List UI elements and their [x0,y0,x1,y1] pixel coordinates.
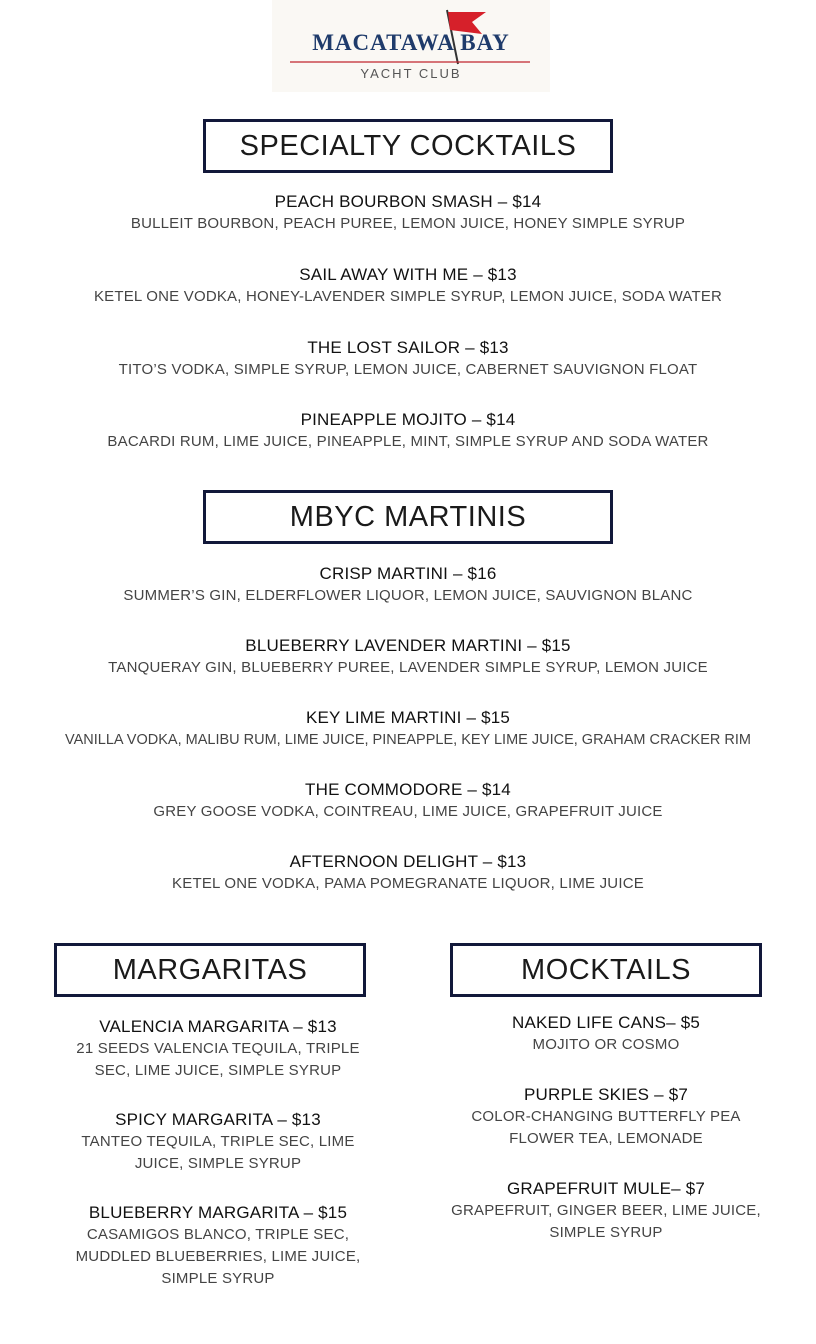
item-description: TANQUERAY GIN, BLUEBERRY PUREE, LAVENDER SIMPLE SYRUP, LEMON JUICE [108,659,708,676]
item-description: SUMMER’S GIN, ELDERFLOWER LIQUOR, LEMON JUICE, SAUVIGNON BLANC [123,587,693,604]
menu-item [0,778,816,823]
item-name: BLUEBERRY MARGARITA – $15 [88,1203,348,1222]
item-description-line: FLOWER TEA, LEMONADE [509,1130,703,1147]
item-name: SPICY MARGARITA – $13 [115,1110,321,1129]
item-name: PURPLE SKIES – $7 [523,1085,689,1104]
item-description: VANILLA VODKA, MALIBU RUM, LIME JUICE, PINEAPPLE, KEY LIME JUICE, GRAHAM CRACKER RIM [65,732,751,748]
item-name: VALENCIA MARGARITA – $13 [99,1017,337,1036]
item-description-line: SIMPLE SYRUP [549,1224,663,1241]
item-name: THE COMMODORE – $14 [305,780,511,799]
item-description-line: COLOR-CHANGING BUTTERFLY PEA [471,1108,741,1125]
menu-item [0,634,816,679]
menu-item [406,1177,806,1244]
item-description-line: GRAPEFRUIT, GINGER BEER, LIME JUICE, [451,1202,761,1219]
item-description: GREY GOOSE VODKA, COINTREAU, LIME JUICE, GRAPEFRUIT JUICE [153,803,663,820]
menu-item [20,1108,416,1175]
section-header-martinis: MBYC MARTINIS [203,490,613,544]
menu-item [0,190,816,235]
item-description-line: TANTEO TEQUILA, TRIPLE SEC, LIME [81,1133,355,1150]
item-description-line: SIMPLE SYRUP [161,1270,275,1287]
logo-name: MACATAWA BAY [312,30,510,55]
item-name: NAKED LIFE CANS– $5 [511,1013,701,1032]
club-logo [272,0,550,92]
menu-item [0,562,816,607]
menu-item [406,1083,806,1150]
menu-item [0,263,816,308]
section-header-margaritas: MARGARITAS [54,943,366,997]
item-description: KETEL ONE VODKA, PAMA POMEGRANATE LIQUOR, LIME JUICE [172,875,644,892]
item-name: SAIL AWAY WITH ME – $13 [299,265,517,284]
section-header-mocktails: MOCKTAILS [450,943,762,997]
item-description: TITO’S VODKA, SIMPLE SYRUP, LEMON JUICE, CABERNET SAUVIGNON FLOAT [118,361,698,378]
item-description-line: SEC, LIME JUICE, SIMPLE SYRUP [94,1062,342,1079]
item-description-line: CASAMIGOS BLANCO, TRIPLE SEC, [86,1226,350,1243]
item-name: PEACH BOURBON SMASH – $14 [274,192,542,211]
menu-item [20,1015,416,1082]
item-description-line: MUDDLED BLUEBERRIES, LIME JUICE, [75,1248,361,1265]
menu-item [0,706,816,751]
item-name: PINEAPPLE MOJITO – $14 [300,410,516,429]
item-name: BLUEBERRY LAVENDER MARTINI – $15 [245,636,571,655]
item-name: AFTERNOON DELIGHT – $13 [289,852,527,871]
logo-subtitle: YACHT CLUB [360,66,462,81]
menu-item [0,850,816,895]
menu-item [0,408,816,453]
item-description: BULLEIT BOURBON, PEACH PUREE, LEMON JUICE, HONEY SIMPLE SYRUP [130,215,686,232]
item-name: KEY LIME MARTINI – $15 [305,708,511,727]
menu-item [0,336,816,381]
item-name: GRAPEFRUIT MULE– $7 [506,1179,706,1198]
item-name: CRISP MARTINI – $16 [319,564,497,583]
menu-item [20,1201,416,1290]
item-description-line: JUICE, SIMPLE SYRUP [134,1155,302,1172]
item-description: BACARDI RUM, LIME JUICE, PINEAPPLE, MINT, SIMPLE SYRUP AND SODA WATER [107,433,709,450]
item-description-line: MOJITO OR COSMO [532,1036,680,1053]
item-name: THE LOST SAILOR – $13 [307,338,509,357]
menu-item [406,1011,806,1056]
item-description-line: 21 SEEDS VALENCIA TEQUILA, TRIPLE [76,1040,360,1057]
section-header-specialty: SPECIALTY COCKTAILS [203,119,613,173]
item-description: KETEL ONE VODKA, HONEY-LAVENDER SIMPLE SYRUP, LEMON JUICE, SODA WATER [93,288,723,305]
